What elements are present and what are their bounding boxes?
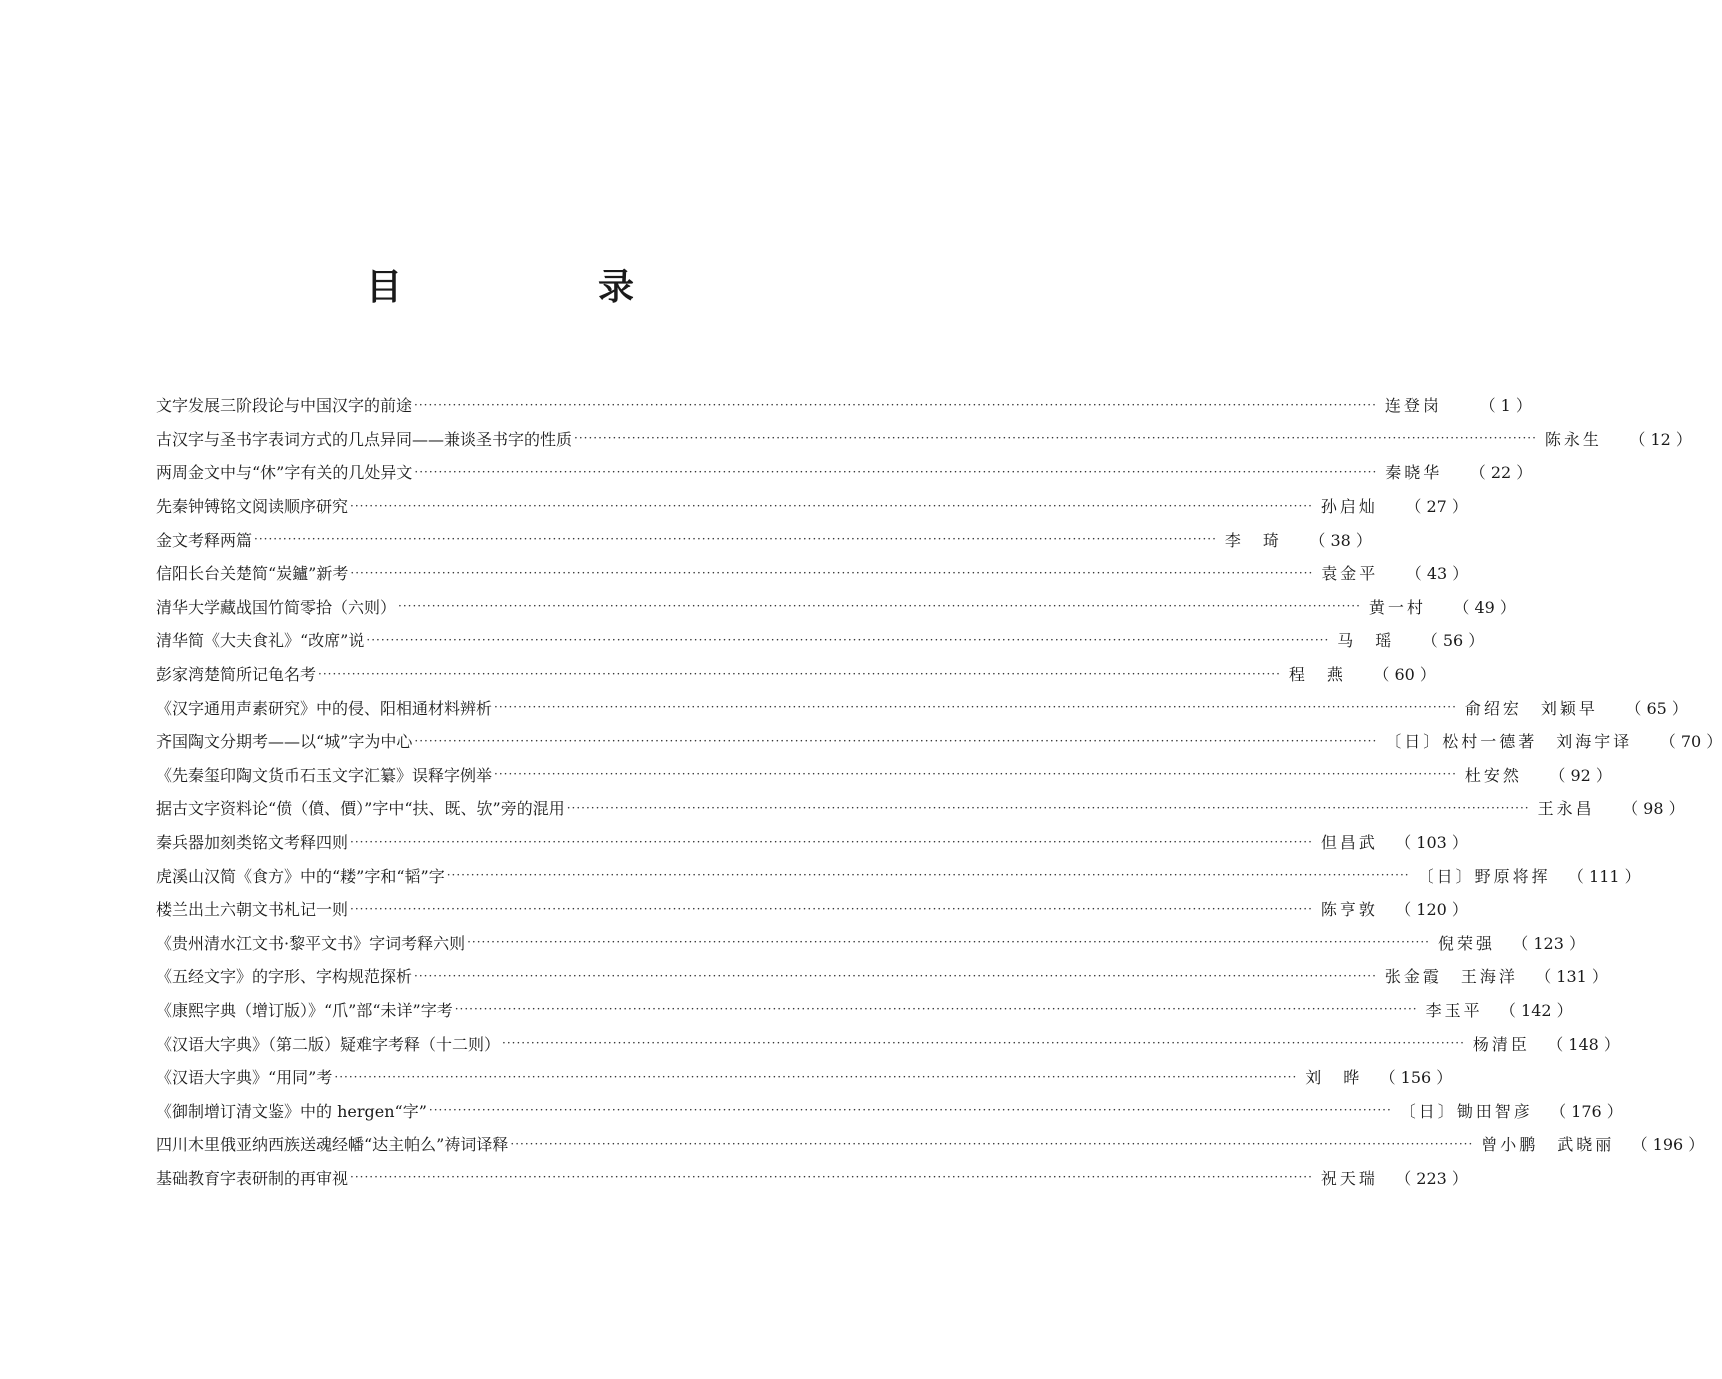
table-of-contents [156,388,1722,1194]
toc-entry-author: 〔日〕松村一德著 刘海宇译 [1385,732,1633,752]
toc-entry-author: 程 燕 [1288,665,1346,685]
toc-entry-title: 四川木里俄亚纳西族送魂经幡“达主帕么”祷词译释 [156,1135,509,1155]
toc-entry-page: （ 223 ） [1395,1168,1468,1188]
toc-dot-leader: ········································································································································································································ [454,1002,1418,1017]
toc-entry-author: 孙启灿 [1320,497,1378,517]
toc-entry-title: 《汉语大字典》“用同”考 [156,1068,333,1088]
toc-dot-leader: ········································································································································································································ [398,599,1361,614]
toc-entry-page: （ 38 ） [1309,530,1372,550]
toc-entry-author: 杨清臣 [1472,1034,1530,1054]
toc-entry-page: （ 27 ） [1405,497,1468,517]
page-title: 目 录 [365,267,714,308]
toc-dot-leader: ········································································································································································································ [254,532,1217,547]
toc-entry-title: 古汉字与圣书字表词方式的几点异同——兼谈圣书字的性质 [156,429,573,449]
toc-entry-author: 黄一村 [1368,597,1426,617]
toc-dot-leader: ········································································································································································································ [350,834,1313,849]
toc-entry-page: （ 43 ） [1405,564,1469,584]
toc-entry[interactable] [156,926,1585,960]
toc-dot-leader: ········································································································································································································ [414,397,1377,412]
toc-entry[interactable] [156,791,1685,825]
toc-entry[interactable] [156,724,1722,758]
toc-entry-author: 袁金平 [1321,564,1379,584]
toc-entry-title: 虎溪山汉简《食方》中的“耧”字和“韬”字 [156,866,445,886]
toc-entry-page: （ 22 ） [1469,463,1533,483]
toc-entry[interactable] [156,1161,1468,1195]
toc-dot-leader: ········································································································································································································ [318,666,1281,681]
toc-entry-title: 清华大学藏战国竹简零拾（六则） [156,597,397,617]
toc-entry-page: （ 92 ） [1549,765,1612,785]
toc-entry-page: （ 142 ） [1499,1000,1573,1020]
toc-entry-author: 曾小鹏 武晓丽 [1481,1135,1615,1155]
toc-entry-title: 《汉字通用声素研究》中的侵、阳相通材料辨析 [156,698,493,718]
toc-entry[interactable] [156,892,1468,926]
toc-dot-leader: ········································································································································································································ [428,1103,1392,1118]
toc-entry-page: （ 60 ） [1373,665,1436,685]
toc-entry[interactable] [156,657,1436,691]
toc-entry-author: 〔日〕野原将挥 [1417,866,1551,886]
toc-entry-title: 《康熙字典（增订版）》“爪”部“未详”字考 [156,1000,453,1020]
toc-entry-author: 李玉平 [1425,1000,1483,1020]
toc-entry-author: 李 琦 [1224,530,1282,550]
toc-dot-leader: ········································································································································································································ [350,901,1313,916]
toc-entry-title: 基础教育字表研制的再审视 [156,1168,349,1188]
toc-entry-author: 马 瑶 [1337,631,1395,651]
toc-entry-author: 张金霞 王海洋 [1384,967,1518,987]
toc-entry[interactable] [156,1093,1623,1127]
toc-dot-leader: ········································································································································································································ [350,1170,1313,1185]
toc-entry[interactable] [156,522,1372,556]
toc-entry-title: 据古文字资料论“偾（僨、價）”字中“扶、既、欤”旁的混用 [156,799,565,819]
toc-entry-author: 陈永生 [1544,429,1602,449]
toc-entry[interactable] [156,455,1533,489]
toc-entry-title: 两周金文中与“休”字有关的几处异文 [156,463,413,483]
toc-entry-title: 齐国陶文分期考——以“城”字为中心 [156,732,413,752]
toc-dot-leader: ········································································································································································································ [350,565,1314,580]
toc-entry-title: 文字发展三阶段论与中国汉字的前途 [156,396,413,416]
toc-dot-leader: ········································································································································································································ [414,968,1377,983]
toc-entry-title: 彭家湾楚简所记龟名考 [156,665,317,685]
toc-entry[interactable] [156,1127,1705,1161]
toc-entry-author: 〔日〕锄田智彦 [1399,1101,1533,1121]
toc-dot-leader: ········································································································································································································ [350,498,1313,513]
toc-entry-author: 连登岗 [1384,396,1442,416]
toc-entry[interactable] [156,388,1532,422]
toc-entry-page: （ 70 ） [1659,732,1722,752]
toc-entry-page: （ 148 ） [1547,1034,1620,1054]
toc-entry-page: （ 156 ） [1379,1068,1453,1088]
toc-entry[interactable] [156,556,1469,590]
toc-entry[interactable] [156,1060,1453,1094]
toc-entry-author: 倪荣强 [1437,933,1495,953]
toc-dot-leader: ········································································································································································································ [334,1069,1298,1084]
toc-entry-author: 秦晓华 [1385,463,1443,483]
toc-entry-author: 陈亨敦 [1320,900,1378,920]
toc-entry-page: （ 98 ） [1622,799,1685,819]
toc-entry-author: 俞绍宏 刘颖早 [1464,698,1598,718]
toc-entry-page: （ 49 ） [1453,597,1516,617]
toc-entry-page: （ 103 ） [1395,833,1468,853]
toc-dot-leader: ········································································································································································································ [366,632,1330,647]
toc-entry-page: （ 120 ） [1395,900,1468,920]
toc-entry[interactable] [156,489,1468,523]
toc-entry-author: 杜安然 [1464,765,1522,785]
toc-entry[interactable] [156,690,1688,724]
toc-entry[interactable] [156,825,1468,859]
toc-entry-page: （ 56 ） [1421,631,1485,651]
toc-entry-page: （ 12 ） [1629,429,1692,449]
toc-entry-title: 《汉语大字典》（第二版）疑难字考释（十二则） [156,1034,501,1054]
toc-entry-title: 清华简《大夫食礼》“改席”说 [156,631,365,651]
toc-entry-page: （ 131 ） [1535,967,1608,987]
toc-entry-page: （ 1 ） [1479,396,1532,416]
toc-entry-title: 《御制增订清文鉴》中的 hergen“字” [156,1101,427,1121]
toc-entry-page: （ 123 ） [1512,933,1585,953]
toc-dot-leader: ········································································································································································································ [502,1036,1465,1051]
toc-dot-leader: ········································································································································································································ [467,935,1430,950]
toc-entry-author: 王永昌 [1537,799,1595,819]
toc-entry-author: 祝天瑞 [1320,1168,1378,1188]
toc-dot-leader: ········································································································································································································ [574,431,1537,446]
toc-entry-title: 秦兵器加刻类铭文考释四则 [156,833,349,853]
toc-entry[interactable] [156,1026,1620,1060]
toc-entry-title: 信阳长台关楚简“炭鑪”新考 [156,564,349,584]
toc-entry-title: 《先秦玺印陶文货币石玉文字汇纂》误释字例举 [156,765,493,785]
toc-entry[interactable] [156,623,1485,657]
toc-entry-author: 刘 晔 [1305,1068,1363,1088]
toc-entry[interactable] [156,993,1573,1027]
toc-entry-page: （ 111 ） [1567,866,1641,886]
toc-entry-title: 《贵州清水江文书·黎平文书》字词考释六则 [156,933,466,953]
toc-entry[interactable] [156,590,1516,624]
toc-entry[interactable] [156,858,1641,892]
toc-entry-title: 先秦钟镈铭文阅读顺序研究 [156,497,349,517]
toc-entry[interactable] [156,422,1692,456]
toc-entry-page: （ 176 ） [1550,1101,1623,1121]
toc-entry-author: 但昌武 [1320,833,1378,853]
toc-entry-title: 楼兰出土六朝文书札记一则 [156,900,349,920]
toc-entry-title: 金文考释两篇 [156,530,253,550]
toc-dot-leader: ········································································································································································································ [446,868,1410,883]
toc-entry-page: （ 65 ） [1625,698,1688,718]
toc-dot-leader: ········································································································································································································ [510,1136,1474,1151]
toc-dot-leader: ········································································································································································································ [494,700,1457,715]
toc-dot-leader: ········································································································································································································ [566,800,1530,815]
toc-entry[interactable] [156,959,1608,993]
toc-entry-title: 《五经文字》的字形、字构规范探析 [156,967,413,987]
toc-dot-leader: ········································································································································································································ [414,733,1378,748]
toc-entry-page: （ 196 ） [1631,1135,1705,1155]
toc-entry[interactable] [156,758,1612,792]
toc-dot-leader: ········································································································································································································ [494,767,1457,782]
toc-dot-leader: ········································································································································································································ [414,464,1378,479]
